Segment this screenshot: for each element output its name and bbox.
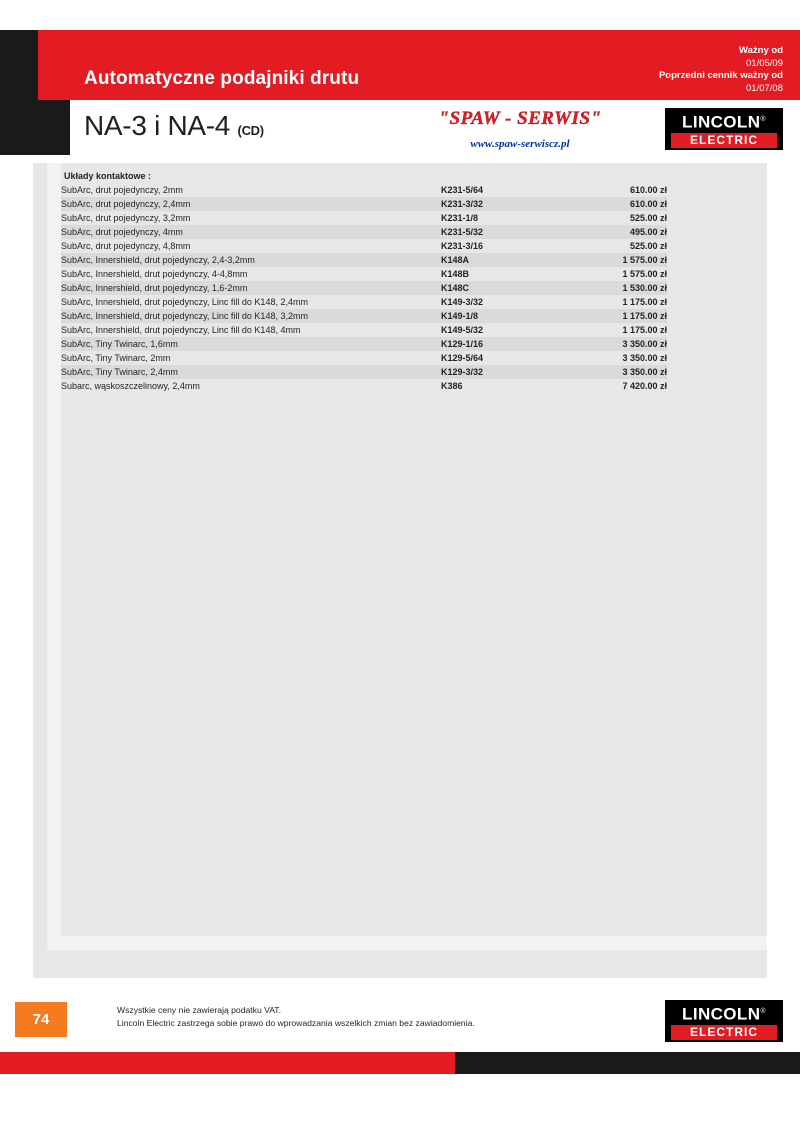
table-row <box>61 267 667 281</box>
table-row <box>61 225 667 239</box>
row-description: Subarc, wąskoszczelinowy, 2,4mm <box>61 381 200 391</box>
row-price: 1 575.00 zł <box>622 269 667 279</box>
partner-logo <box>420 108 620 156</box>
table-row <box>61 351 667 365</box>
row-description: SubArc, drut pojedynczy, 4mm <box>61 225 441 239</box>
table-row <box>61 365 667 379</box>
price-table <box>61 168 667 393</box>
row-description: SubArc, Innershield, drut pojedynczy, Linc fill do K148, 3,2mm <box>61 309 441 323</box>
row-price: 3 350.00 zł <box>571 337 667 351</box>
partner-website-url: www.spaw-serwiscz.pl <box>470 138 570 150</box>
row-code: K231-3/32 <box>441 197 571 211</box>
row-price: 495.00 zł <box>571 225 667 239</box>
row-code: K231-3/16 <box>441 241 484 251</box>
row-code: K148A <box>441 253 571 267</box>
electric-wordmark: ELECTRIC <box>671 1025 777 1040</box>
row-price: 1 175.00 zł <box>571 309 667 323</box>
model-text: NA-3 i NA-4 <box>84 110 238 141</box>
validity-prev-label: Poprzedni cennik ważny od <box>658 70 783 81</box>
row-description: SubArc, drut pojedynczy, 2mm <box>61 185 183 195</box>
row-code: K231-5/64 <box>441 185 484 195</box>
table-row <box>61 281 667 295</box>
row-price: 7 420.00 zł <box>622 381 667 391</box>
row-price: 1 575.00 zł <box>571 253 667 267</box>
row-price: 525.00 zł <box>629 213 667 223</box>
row-price: 610.00 zł <box>629 185 667 195</box>
row-price: 1 175.00 zł <box>622 297 667 307</box>
row-description: SubArc, Tiny Twinarc, 2,4mm <box>61 365 441 379</box>
row-code: K129-5/64 <box>441 353 484 363</box>
row-description: SubArc, Innershield, drut pojedynczy, 4-4,8mm <box>61 269 248 279</box>
table-section-header <box>61 168 667 183</box>
row-description: SubArc, Innershield, drut pojedynczy, 1,6-2mm <box>61 281 441 295</box>
table-row <box>61 379 667 393</box>
table-row <box>61 309 667 323</box>
validity-prev-date: 01/07/08 <box>746 82 783 94</box>
footer-dark-band <box>455 1052 800 1074</box>
row-description: SubArc, drut pojedynczy, 3,2mm <box>61 213 191 223</box>
footer-note-line-2: Lincoln Electric zastrzega sobie prawo do wprowadzania wszelkich zmian bez zawiadomienia. <box>117 1018 475 1028</box>
table-row <box>61 211 667 225</box>
page-title: Automatyczne podajniki drutu <box>84 68 360 89</box>
row-code: K149-3/32 <box>441 297 484 307</box>
row-price: 525.00 zł <box>629 241 667 251</box>
row-description: SubArc, Tiny Twinarc, 1,6mm <box>61 337 441 351</box>
registered-trademark-icon: ® <box>760 1008 766 1015</box>
row-price: 3 350.00 zł <box>622 353 667 363</box>
row-code: K148C <box>441 281 571 295</box>
row-code: K129-1/16 <box>441 337 571 351</box>
row-code: K231-1/8 <box>441 213 479 223</box>
subheader-dark-accent <box>0 100 70 155</box>
row-code: K231-5/32 <box>441 225 571 239</box>
row-price: 1 530.00 zł <box>571 281 667 295</box>
lincoln-wordmark <box>665 110 783 132</box>
footer-disclaimer <box>117 1004 475 1030</box>
lincoln-wordmark-text: LINCOLN <box>682 1004 761 1024</box>
row-code: K148B <box>441 269 470 279</box>
row-description: SubArc, drut pojedynczy, 2,4mm <box>61 197 441 211</box>
lincoln-electric-logo-top <box>665 108 783 150</box>
table-row <box>61 183 667 197</box>
footer-note-line-1: Wszystkie ceny nie zawierają podatku VAT. <box>117 1005 281 1015</box>
table-row <box>61 197 667 211</box>
validity-from-date: 01/05/09 <box>746 57 783 69</box>
row-price: 3 350.00 zł <box>571 365 667 379</box>
registered-trademark-icon: ® <box>760 116 766 123</box>
table-row <box>61 337 667 351</box>
validity-block <box>659 45 783 95</box>
price-table-body <box>61 168 667 393</box>
row-price: 610.00 zł <box>571 197 667 211</box>
table-row <box>61 295 667 309</box>
page-number-badge: 74 <box>15 1002 67 1037</box>
price-table-wrapper <box>61 168 667 393</box>
row-code: K386 <box>441 381 463 391</box>
model-suffix: (CD) <box>237 123 264 138</box>
section-title: Układy kontaktowe : <box>64 170 152 181</box>
electric-wordmark: ELECTRIC <box>671 133 777 148</box>
table-row <box>61 239 667 253</box>
partner-logo-text: "SPAW - SERWIS" <box>438 108 602 129</box>
table-row <box>61 253 667 267</box>
row-code: K149-5/32 <box>441 325 484 335</box>
row-code: K129-3/32 <box>441 365 571 379</box>
row-description: SubArc, drut pojedynczy, 4,8mm <box>61 241 191 251</box>
lincoln-electric-logo-bottom <box>665 1000 783 1042</box>
lincoln-wordmark-text: LINCOLN <box>682 112 761 132</box>
table-row <box>61 323 667 337</box>
validity-from-label: Ważny od <box>739 45 783 56</box>
row-description: SubArc, Innershield, drut pojedynczy, Linc fill do K148, 2,4mm <box>61 297 308 307</box>
row-description: SubArc, Innershield, drut pojedynczy, Linc fill do K148, 4mm <box>61 325 301 335</box>
product-model-name <box>84 110 264 142</box>
row-price: 1 175.00 zł <box>622 325 667 335</box>
header-dark-accent <box>0 30 38 100</box>
row-description: SubArc, Innershield, drut pojedynczy, 2,4-3,2mm <box>61 253 441 267</box>
row-description: SubArc, Tiny Twinarc, 2mm <box>61 353 171 363</box>
lincoln-wordmark <box>665 1002 783 1024</box>
row-code: K149-1/8 <box>441 309 571 323</box>
